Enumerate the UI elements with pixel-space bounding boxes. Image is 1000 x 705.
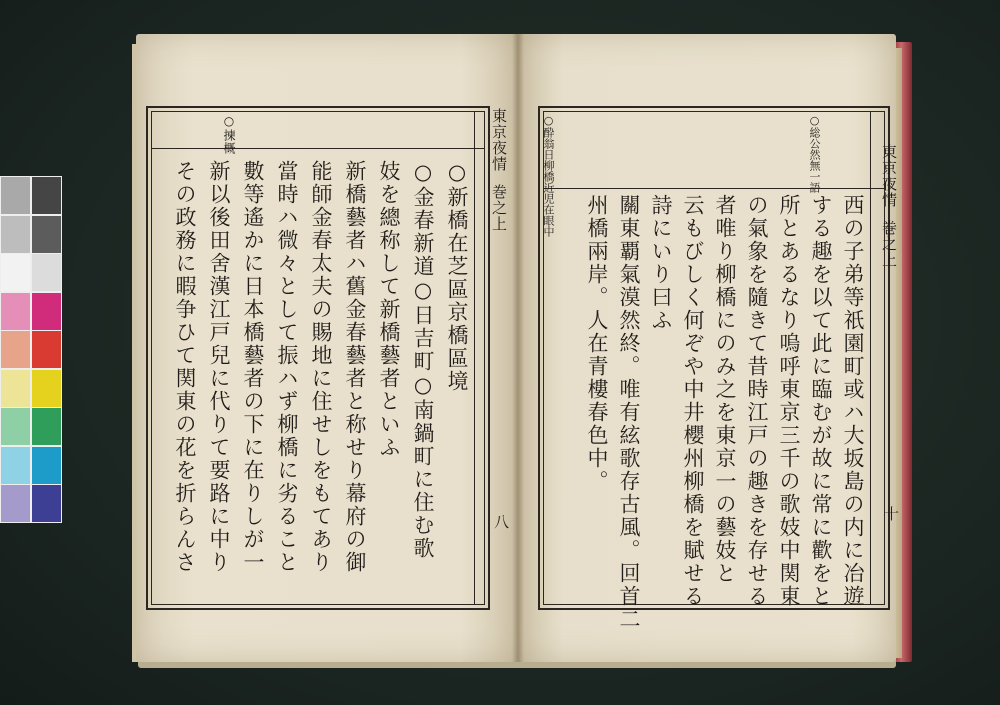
- right-page-frame: [538, 106, 890, 631]
- color-swatch: [32, 447, 61, 484]
- left-spine-rule: [474, 111, 475, 605]
- right-headnote-1: ○酔翁日柳橋近児在眼中: [542, 114, 555, 237]
- left-text-column-2: ○金春新道○日吉町○南鍋町に住む歌: [411, 160, 435, 560]
- left-text-column-4: 新橋藝者ハ舊金春藝者と称せり幕府の御: [343, 160, 367, 574]
- right-headnote-rule: [543, 188, 885, 189]
- right-text-column-7: 詩にいり曰ふ: [649, 194, 673, 332]
- left-headnote: ○揀概: [222, 114, 236, 155]
- color-swatch: [32, 331, 61, 368]
- left-headnote-rule: [151, 148, 485, 149]
- left-text-column-5: 能師金春太夫の賜地に住せしをもてあり: [309, 160, 333, 574]
- open-book: [132, 34, 912, 670]
- right-running-title: 東京夜情: [880, 144, 898, 208]
- color-swatch: [1, 216, 30, 253]
- right-text-column-2: する趣を以て此に臨むが故に常に歡をと: [809, 194, 833, 608]
- left-text-column-8: 新以後田舍漢江戸兒に代りて要路に中り: [207, 160, 231, 574]
- color-swatch: [32, 254, 61, 291]
- right-text-column-8: 關東覇氣漠然終。唯有絃歌存古風。回首二: [617, 194, 641, 631]
- right-spine-rule: [870, 111, 871, 605]
- left-page: [136, 34, 518, 662]
- left-text-column-1: ○新橋在芝區京橋區境: [445, 160, 469, 393]
- right-text-column-9: 州橋兩岸。人在青樓春色中。: [585, 194, 609, 493]
- left-text-column-6: 當時ハ微々として振ハず柳橋に劣ること: [275, 160, 299, 574]
- book-gutter: [512, 34, 524, 662]
- color-swatch: [1, 177, 30, 214]
- color-swatch: [32, 177, 61, 214]
- color-swatch: [1, 254, 30, 291]
- color-swatch: [32, 408, 61, 445]
- left-running-title: 東京夜情: [490, 108, 508, 172]
- color-swatch: [32, 216, 61, 253]
- color-swatch: [1, 485, 30, 522]
- left-page-frame: [146, 106, 490, 610]
- left-volume-label: 巻之上: [490, 184, 508, 232]
- left-text-column-9: その政務に暇争ひて関東の花を折らんさ: [173, 160, 197, 574]
- color-swatch: [1, 331, 30, 368]
- right-volume-label: 巻之上: [880, 220, 898, 268]
- right-text-column-4: の氣象を隨きて昔時江戸の趣きを存せる: [745, 194, 769, 608]
- color-calibration-chart: [0, 176, 62, 523]
- color-swatch: [1, 370, 30, 407]
- color-swatch: [32, 293, 61, 330]
- right-text-column-6: 云もびしく何ぞや中井櫻州柳橋を賦せる: [681, 194, 705, 608]
- left-page-number: 八: [492, 514, 510, 530]
- right-text-column-5: 者唯り柳橋にのみ之を東京一の藝妓と: [713, 194, 737, 585]
- left-text-column-3: 妓を總称して新橋藝者といふ: [377, 160, 401, 459]
- right-text-column-3: 所とあるなり嗚呼東京三千の歌妓中関東: [777, 194, 801, 608]
- color-swatch: [32, 370, 61, 407]
- left-text-column-7: 數等遙かに日本橋藝者の下に在りしが一: [241, 160, 265, 574]
- right-text-column-1: 西の子弟等祇園町或ハ大坂島の内に冶遊: [841, 194, 865, 608]
- color-swatch: [1, 293, 30, 330]
- color-swatch: [32, 485, 61, 522]
- right-headnote-2: ○総公然無一語: [808, 114, 821, 193]
- right-page-number: 十: [882, 506, 900, 522]
- color-swatch: [1, 408, 30, 445]
- color-swatch: [1, 447, 30, 484]
